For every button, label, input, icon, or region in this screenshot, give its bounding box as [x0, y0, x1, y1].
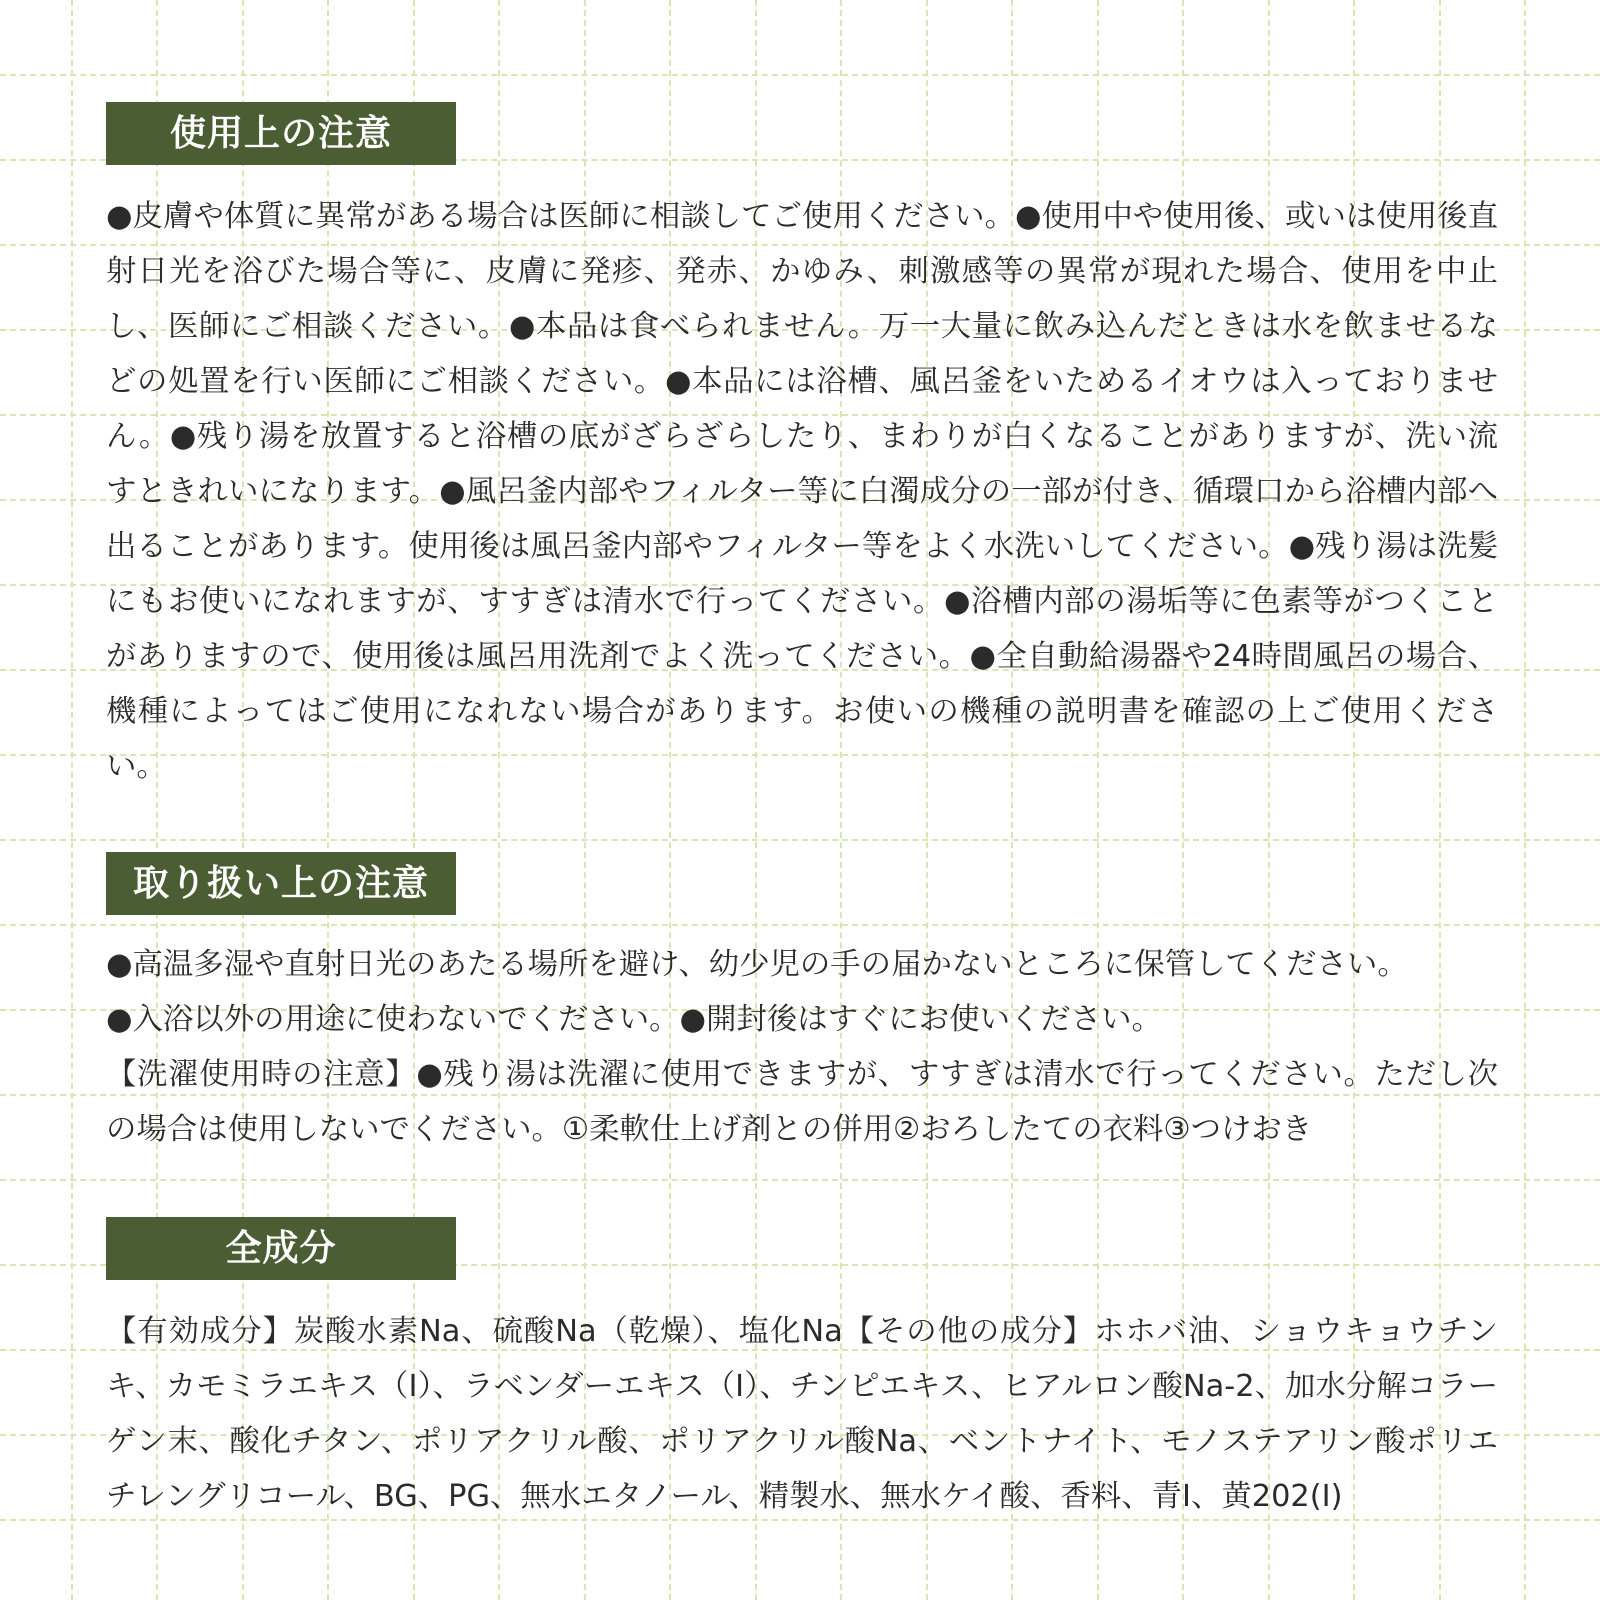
ingredients-text: 【有効成分】炭酸水素Na、硫酸Na（乾燥）、塩化Na【その他の成分】ホホバ油、ショウキョウチンキ、カモミラエキス（Ⅰ）、ラベンダーエキス（Ⅰ）、チンピエキス、ヒアルロン酸Na-2、加水分解コラーゲン末、酸化チタン、ポリアクリル酸、ポリアクリル酸Na、ベントナイト、モノステアリン酸ポリエチレングリコール、BG、PG、無水エタノール、精製水、無水ケイ酸、香料、青Ⅰ、黄202(Ⅰ) — [106, 1314, 1498, 1514]
ingredients-section — [106, 1217, 1498, 1524]
usage-caution-section — [106, 102, 1498, 794]
usage-caution-heading: 使用上の注意 — [106, 102, 456, 165]
handling-caution-section — [106, 852, 1498, 1157]
handling-caution-heading: 取り扱い上の注意 — [106, 852, 456, 915]
ingredients-heading: 全成分 — [106, 1217, 456, 1280]
handling-usage-note: ●入浴以外の用途に使わないでください。●開封後はすぐにお使いください。 — [106, 1002, 1162, 1037]
handling-caution-text — [106, 937, 1498, 1157]
usage-caution-text: ●皮膚や体質に異常がある場合は医師に相談してご使用ください。●使用中や使用後、或いは使用後直射日光を浴びた場合等に、皮膚に発疹、発赤、かゆみ、刺激感等の異常が現れた場合、使用を中止し、医師にご相談ください。●本品は食べられません。万一大量に飲み込んだときは水を飲ませるなどの処置を行い医師にご相談ください。●本品には浴槽、風呂釜をいためるイオウは入っておりません。●残り湯を放置すると浴槽の底がざらざらしたり、まわりが白くなることがありますが、洗い流すときれいになります。●風呂釜内部やフィルター等に白濁成分の一部が付き、循環口から浴槽内部へ出ることがあります。使用後は風呂釜内部やフィルター等をよく水洗いしてください。●残り湯は洗髪にもお使いになれますが、すすぎは清水で行ってください。●浴槽内部の湯垢等に色素等がつくことがありますので、使用後は風呂用洗剤でよく洗ってください。●全自動給湯器や24時間風呂の場合、機種によってはご使用になれない場合があります。お使いの機種の説明書を確認の上ご使用ください。 — [106, 199, 1498, 784]
laundry-caution-note: 【洗濯使用時の注意】●残り湯は洗濯に使用できますが、すすぎは清水で行ってください。ただし次の場合は使用しないでください。①柔軟仕上げ剤との併用②おろしたての衣料③つけおき — [106, 1057, 1498, 1147]
handling-storage-note: ●高温多湿や直射日光のあたる場所を避け、幼少児の手の届かないところに保管してください。 — [106, 947, 1408, 982]
